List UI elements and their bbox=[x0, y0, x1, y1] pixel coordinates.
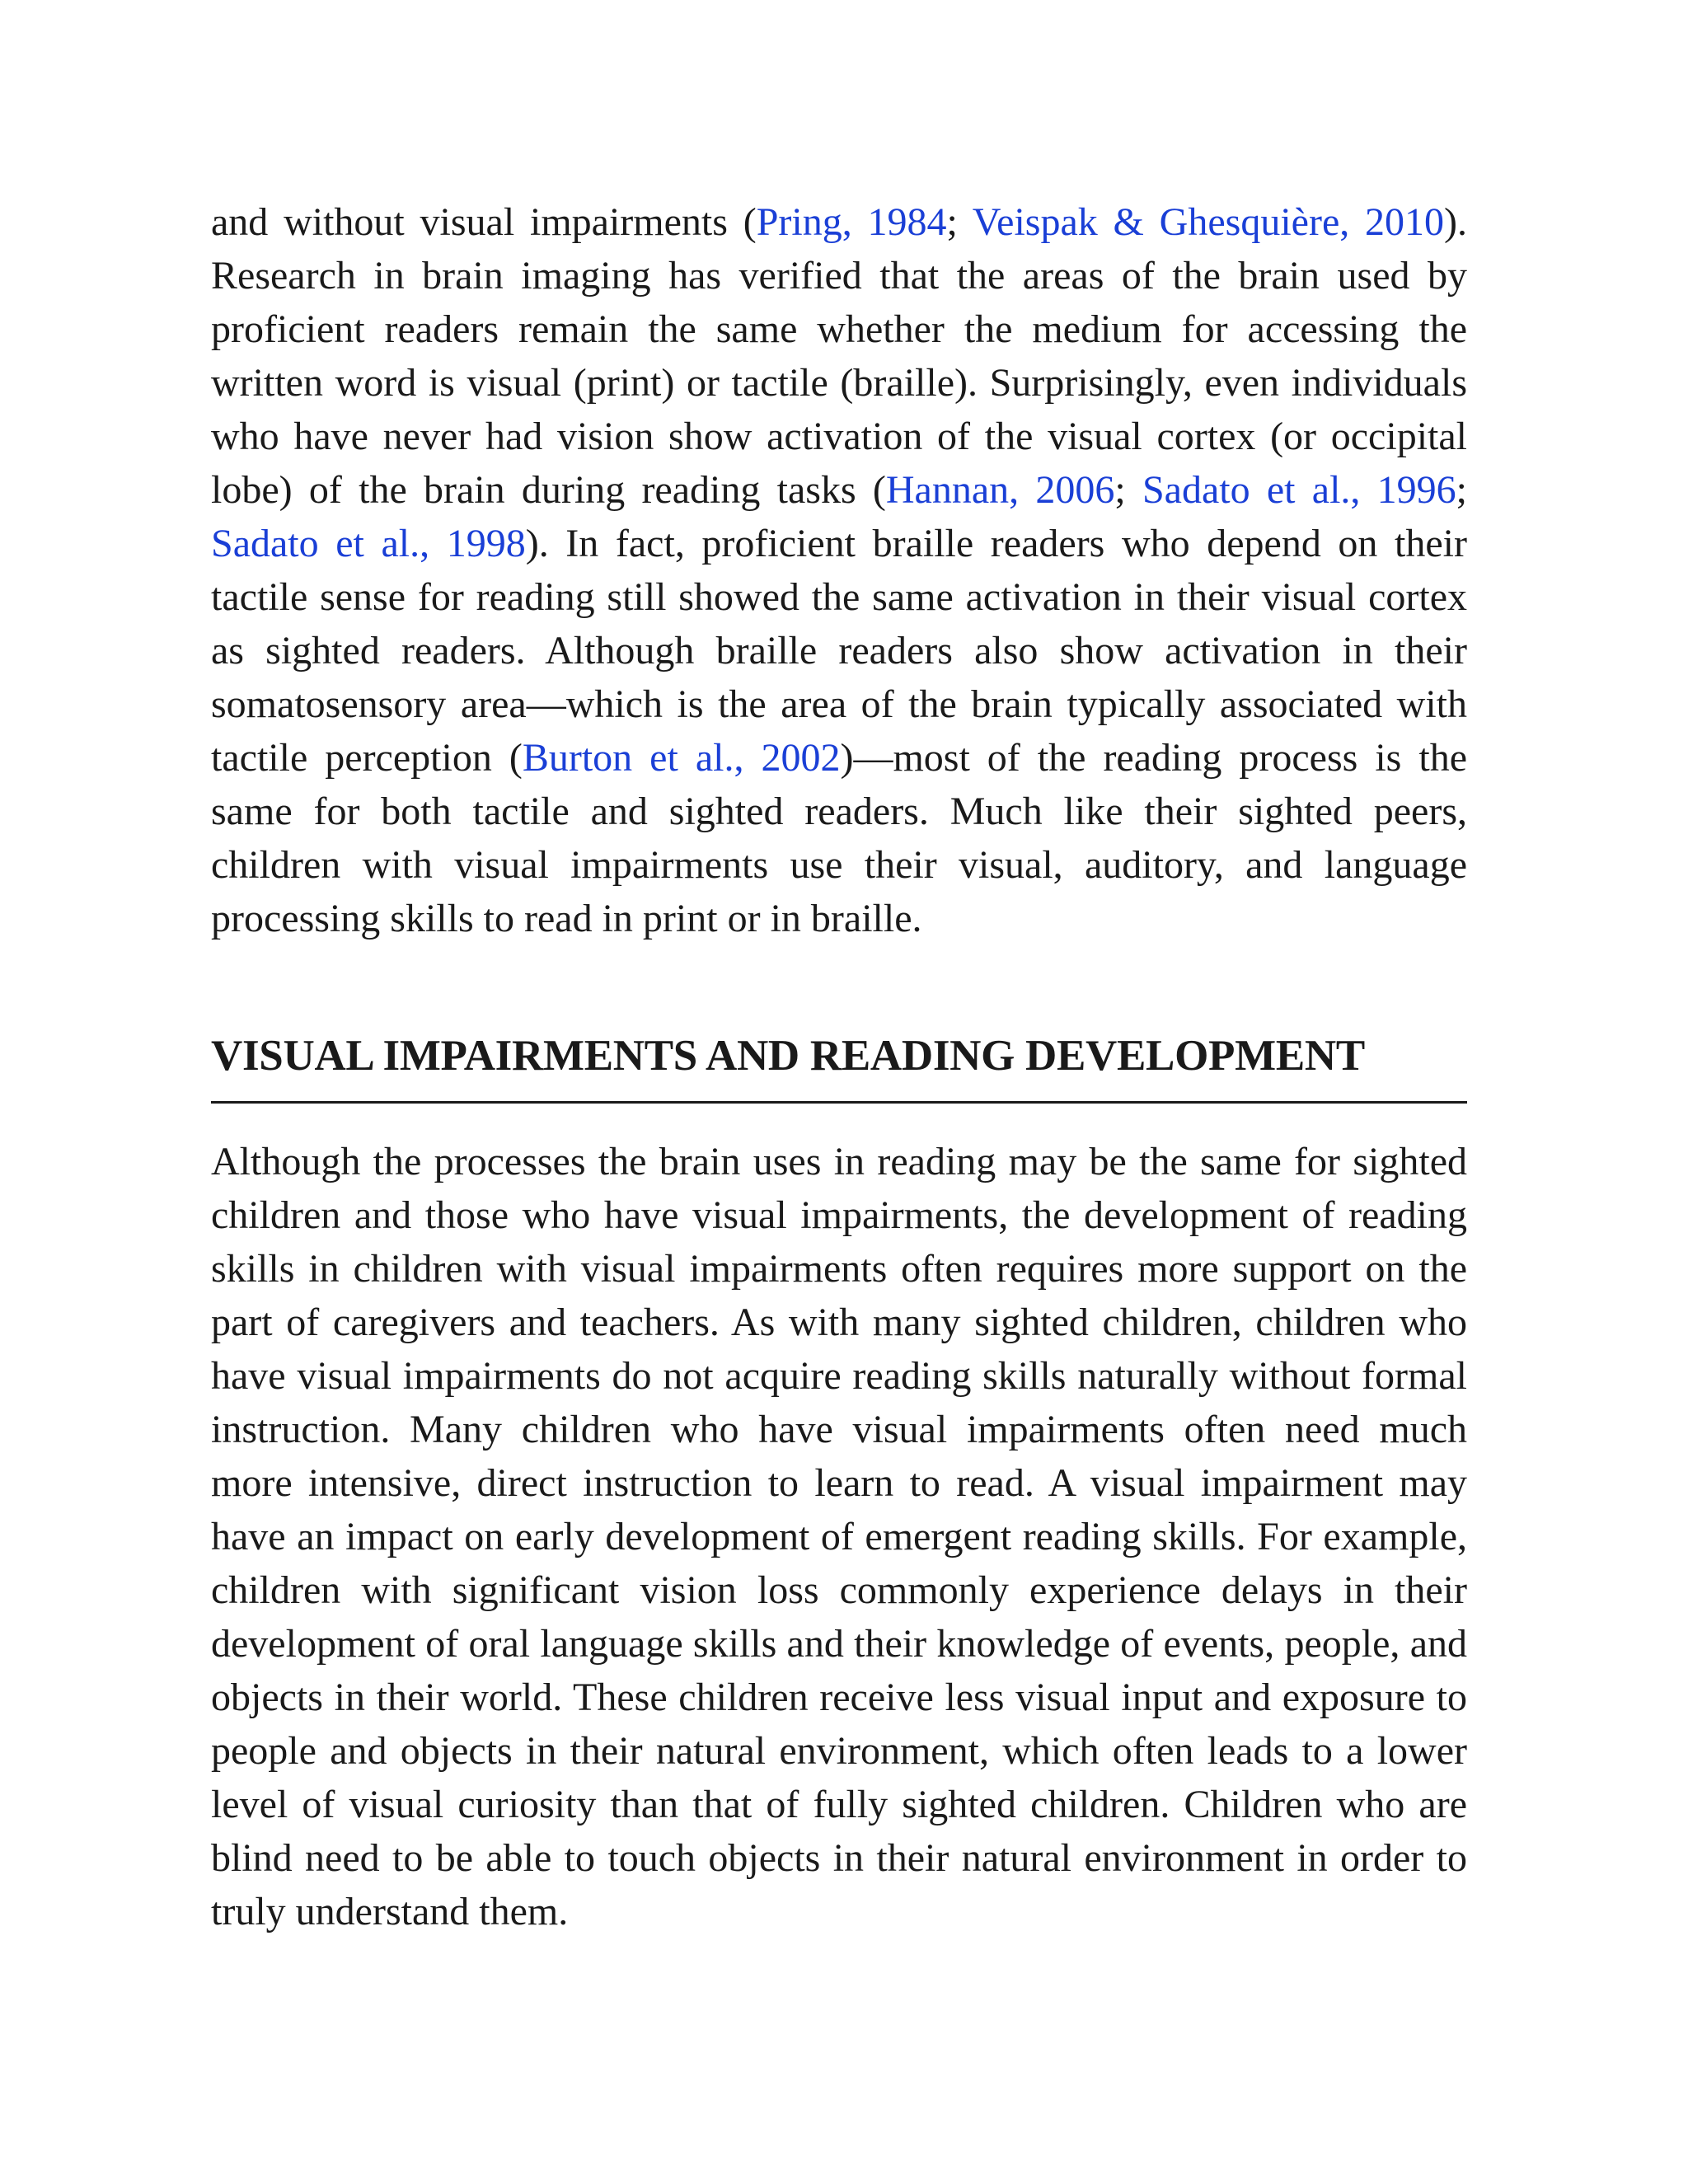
citation-link-hannan-2006[interactable]: Hannan, 2006 bbox=[885, 468, 1115, 512]
citation-link-pring-1984[interactable]: Pring, 1984 bbox=[756, 200, 947, 244]
intro-text-3: ). Research in brain imaging has verified that the areas of the brain used by proficient readers remain the same whether the medium for accessing the written word is visual (print) or tactile (braille). Surprisingly, even individuals who have never had vision show activation of the visual cortex (or occipital lobe) of the brain during reading tasks ( bbox=[211, 200, 1468, 512]
section-heading: VISUAL IMPAIRMENTS AND READING DEVELOPMENT bbox=[211, 1029, 1467, 1104]
citation-link-sadato-1996[interactable]: Sadato et al., 1996 bbox=[1142, 468, 1456, 512]
citation-link-burton-2002[interactable]: Burton et al., 2002 bbox=[522, 736, 841, 780]
intro-text-4: ; bbox=[1114, 468, 1142, 512]
intro-text-6: ). In fact, proficient braille readers who depend on their tactile sense for reading still showed the same activation in their visual cortex as sighted readers. Although braille readers also show activation in their somatosensory area—which is the area of the brain typically associated with tactile perception ( bbox=[211, 522, 1467, 780]
document-page bbox=[211, 195, 1467, 1938]
intro-text-5: ; bbox=[1456, 468, 1467, 512]
intro-text-1: and without visual impairments ( bbox=[211, 200, 757, 244]
section-paragraph: Although the processes the brain uses in reading may be the same for sighted children and those who have visual impairments, the development of reading skills in children with visual impairments often requires more support on the part of caregivers and teachers. As with many sighted children, children who have visual impairments do not acquire reading skills naturally without formal instruction. Many children who have visual impairments often need much more intensive, direct instruction to learn to read. A visual impairment may have an impact on early development of emergent reading skills. For example, children with significant vision loss commonly experience delays in their development of oral language skills and their knowledge of events, people, and objects in their world. These children receive less visual input and exposure to people and objects in their natural environment, which often leads to a lower level of visual curiosity than that of fully sighted children. Children who are blind need to be able to touch objects in their natural environment in order to truly understand them. bbox=[211, 1140, 1467, 1933]
intro-text-2: ; bbox=[946, 200, 973, 244]
intro-paragraph bbox=[211, 195, 1467, 945]
intro-text-7: )—most of the reading process is the same for both tactile and sighted readers. Much like their sighted peers, children with visual impairments use their visual, auditory, and language processing skills to read in print or in braille. bbox=[211, 736, 1468, 940]
citation-link-sadato-1998[interactable]: Sadato et al., 1998 bbox=[211, 522, 526, 565]
citation-link-veispak-ghesquiere-2010[interactable]: Veispak & Ghesquière, 2010 bbox=[972, 200, 1445, 244]
